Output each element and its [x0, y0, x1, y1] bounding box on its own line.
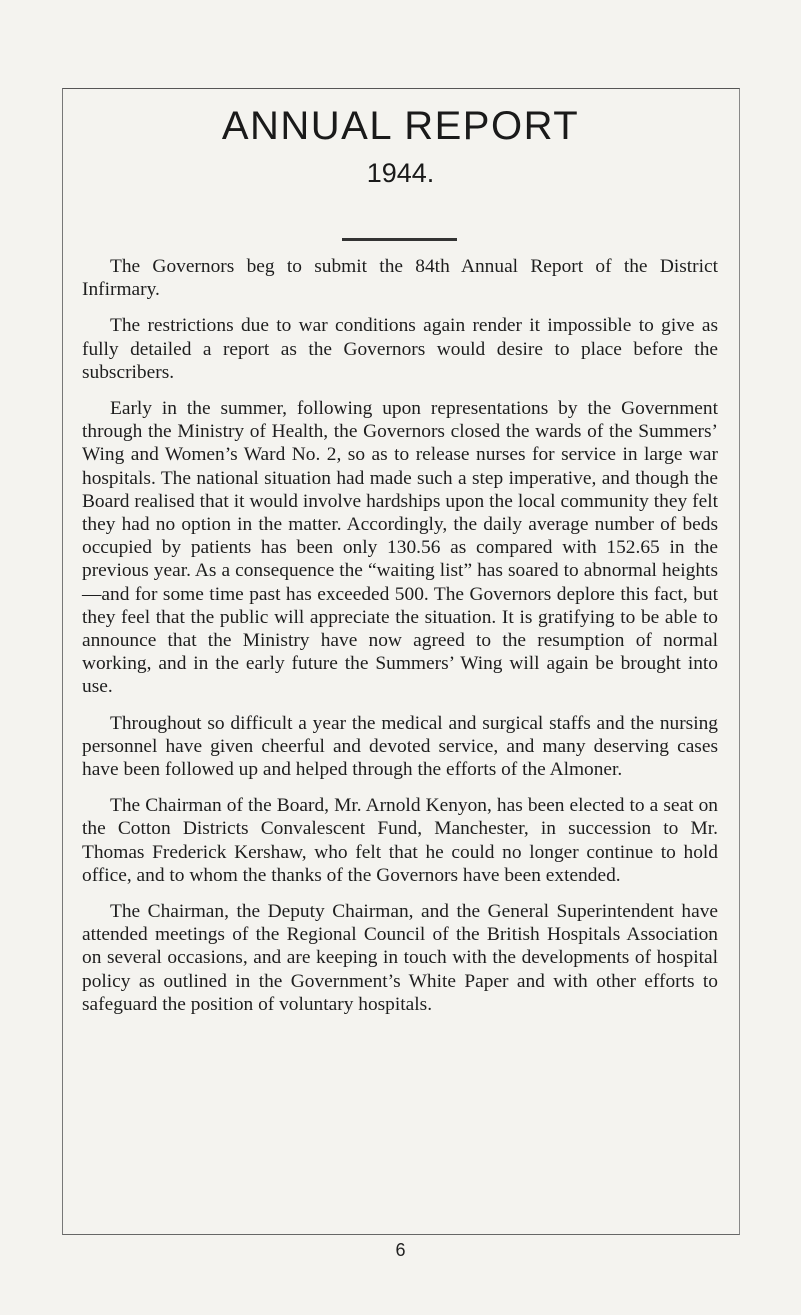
paragraph-staff: Throughout so difficult a year the medical and surgical staffs and the nursing personnel have given cheerful and devoted service, and many deserving cases have been followed up and helped through the efforts of the Almoner.	[82, 712, 718, 781]
report-body	[82, 255, 718, 1029]
report-title: ANNUAL REPORT	[221, 104, 580, 148]
paragraph-regional-council: The Chairman, the Deputy Chairman, and the General Superintendent have attended meetings of the Regional Council of the British Hospitals Association on several occasions, and are keeping in touch with the developments of hospital policy as outlined in the Government’s White Paper and with other efforts to safeguard the position of voluntary hospitals.	[82, 901, 718, 1015]
report-year: 1944.	[366, 158, 435, 188]
paragraph-intro: The Governors beg to submit the 84th Annual Report of the District Infirmary.	[82, 256, 718, 301]
paragraph-restrictions: The restrictions due to war conditions again render it impossible to give as fully detailed a report as the Governors would desire to place before the subscribers.	[82, 315, 718, 383]
paragraph-ward-closures: Early in the summer, following upon representations by the Government through the Ministry of Health, the Governors closed the wards of the Summers’ Wing and Women’s Ward No. 2, so as to release nurses for service in large war hospitals. The national situation had made such a step imperative, and though the Board realised that it would involve hardships upon the local community they felt they had no option in the matter. Accordingly, the daily average number of beds occupied by patients has been only 130.56 as compared with 152.65 in the previous year. As a consequence the “waiting list” has soared to abnormal heights—and for some time past has exceeded 500. The Governors deplore this fact, but they feel that the public will appreciate the situation. It is gratifying to be able to announce that the Ministry have now agreed to the resumption of normal working, and in the early future the Summers’ Wing will again be brought into use.	[82, 398, 718, 698]
title-divider	[342, 238, 457, 241]
page-number: 6	[395, 1240, 406, 1260]
paragraph-chairman: The Chairman of the Board, Mr. Arnold Kenyon, has been elected to a seat on the Cotton Districts Convalescent Fund, Manchester, in succession to Mr. Thomas Frederick Kershaw, who felt that he could no longer continue to hold office, and to whom the thanks of the Governors have been extended.	[82, 795, 718, 886]
